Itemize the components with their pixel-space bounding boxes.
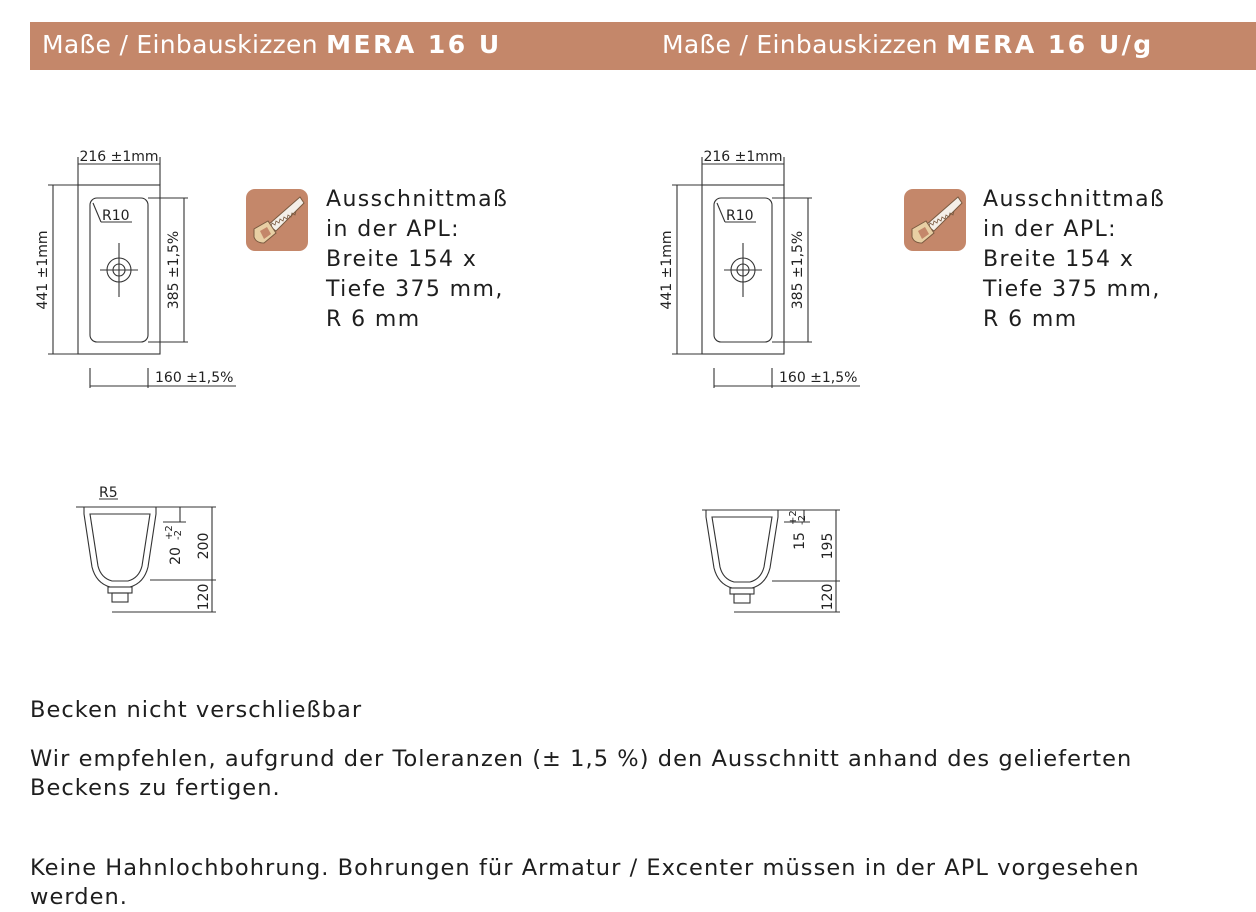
width-label: 216 ±1mm [79, 149, 159, 165]
radius-leader [93, 203, 101, 222]
side-inner-wall [90, 514, 150, 581]
drain-label: 120 [196, 583, 212, 611]
header-model-name: MERA 16 U [326, 30, 502, 59]
saw-icon [246, 189, 308, 251]
cutout-line: R 6 mm [326, 307, 421, 332]
inner-width-label: 160 ±1,5% [155, 370, 234, 386]
rim-tol-minus: -2 [797, 515, 808, 525]
cutout-line: Breite 154 x [326, 247, 478, 272]
header-title-prefix: Maße / Einbauskizzen [42, 30, 318, 59]
cutout-line: Tiefe 375 mm, [983, 277, 1161, 302]
cutout-line: R 6 mm [983, 307, 1078, 332]
cutout-line: Tiefe 375 mm, [326, 277, 504, 302]
product-panel-mera-16-u [0, 0, 620, 640]
side-drain-body [730, 588, 754, 594]
width-label: 216 ±1mm [703, 149, 783, 165]
saw-icon [904, 189, 966, 251]
depth-label: 200 [196, 532, 212, 560]
header-model-name: MERA 16 U/g [946, 30, 1154, 59]
cutout-line: Ausschnittmaß [983, 187, 1166, 212]
side-drain-body [108, 587, 132, 593]
drain-label: 120 [820, 583, 836, 611]
radius-leader [717, 203, 725, 222]
inner-height-label: 385 ±1,5% [790, 230, 806, 310]
cutout-info [326, 185, 508, 335]
rim-dimension-group [164, 525, 184, 565]
cutout-line: in der APL: [326, 217, 460, 242]
side-radius-label: R5 [99, 485, 118, 501]
cutout-line: Ausschnittmaß [326, 187, 509, 212]
rim-label: 20 [168, 547, 184, 565]
rim-tol-plus: +2 [788, 510, 799, 525]
rim-tol-plus: +2 [164, 525, 175, 540]
side-inner-wall [712, 517, 772, 582]
depth-label: 195 [820, 532, 836, 560]
rim-dimension-group [788, 510, 808, 550]
note-not-lockable: Becken nicht verschließbar [30, 697, 363, 723]
side-drain-pipe [734, 594, 750, 603]
height-label: 441 ±1mm [35, 230, 51, 310]
inner-width-label: 160 ±1,5% [779, 370, 858, 386]
cutout-info [983, 185, 1165, 335]
side-drain-pipe [112, 593, 128, 602]
rim-tol-minus: -2 [173, 530, 184, 540]
header-title-prefix: Maße / Einbauskizzen [662, 30, 938, 59]
inner-height-label: 385 ±1,5% [166, 230, 182, 310]
cutout-line: Breite 154 x [983, 247, 1135, 272]
rim-label: 15 [792, 532, 808, 550]
radius-label: R10 [726, 208, 754, 224]
product-panel-mera-16-ug [624, 0, 1244, 640]
technical-drawing [0, 0, 620, 640]
radius-label: R10 [102, 208, 130, 224]
cutout-line: in der APL: [983, 217, 1117, 242]
height-label: 441 ±1mm [659, 230, 675, 310]
note-no-tap-hole: Keine Hahnlochbohrung. Bohrungen für Armatur / Excenter müssen in der APL vorgesehen werden. [30, 855, 1140, 910]
note-tolerance-recommendation: Wir empfehlen, aufgrund der Toleranzen (± 1,5 %) den Ausschnitt anhand des gelieferten Beckens zu fertigen. [30, 746, 1133, 801]
